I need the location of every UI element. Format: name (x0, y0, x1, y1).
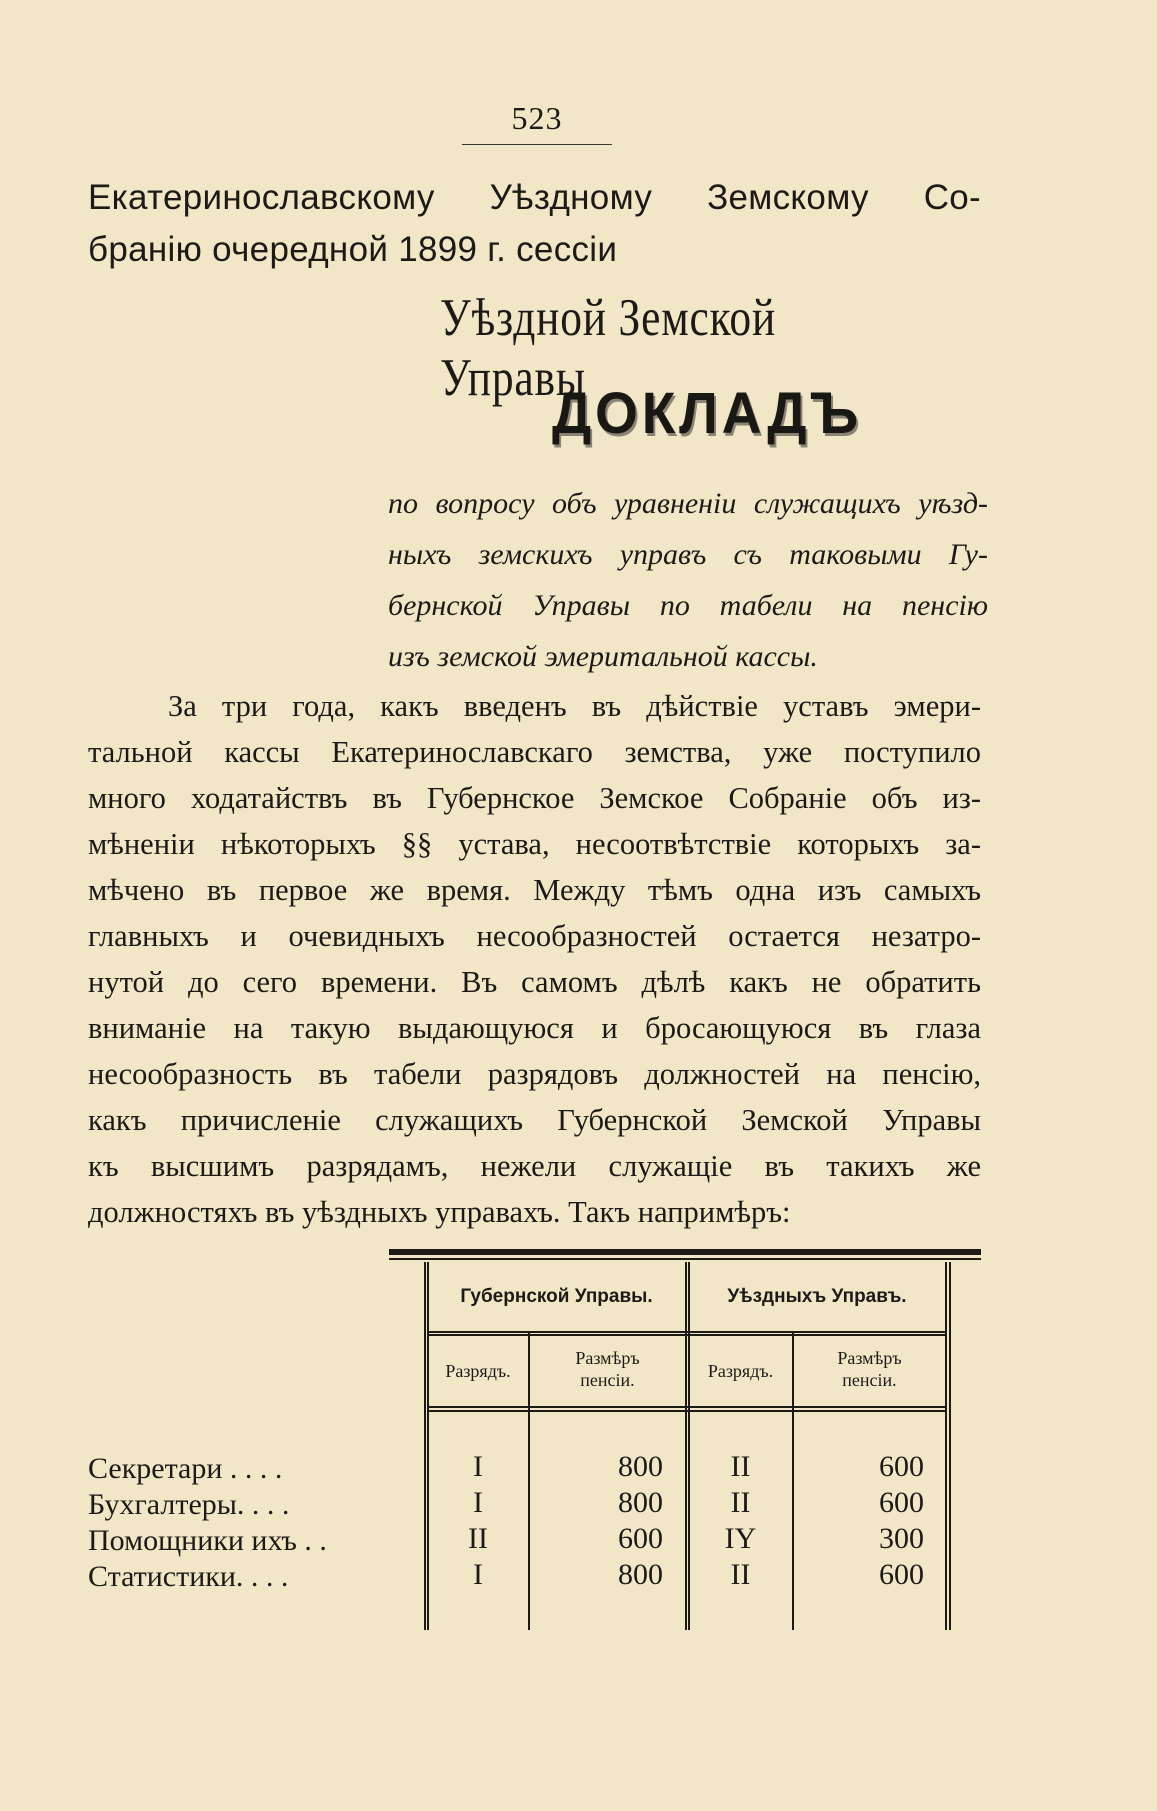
body-line: должностяхъ въ уѣздныхъ управахъ. Такъ напримѣръ: (88, 1195, 791, 1229)
gub-pension-cell: 800 (618, 1486, 663, 1519)
subheader-gub-pension (530, 1347, 685, 1391)
gub-rank-cell: I (473, 1558, 483, 1591)
body-line: мѣчено въ первое же время. Между тѣмъ одна изъ самыхъ (88, 873, 981, 907)
uezd-pension-cell: 300 (879, 1522, 924, 1555)
row-label: Секретари . . . . (88, 1452, 283, 1485)
heading-line: бранію очередной 1899 г. сессіи (88, 230, 618, 269)
subheader-line: Размѣръ (837, 1348, 902, 1368)
body-line: нутой до сего времени. Въ самомъ дѣлѣ какъ не обратить (88, 965, 981, 999)
table-hline (427, 1406, 945, 1408)
body-line: несообразность въ табели разрядовъ должностей на пенсію, (88, 1057, 981, 1091)
group-header-uezdnye: Уѣздныхъ Управъ. (727, 1286, 907, 1307)
document-title: ДОКЛАДЪ (552, 381, 863, 446)
gub-pension-cell: 800 (618, 1450, 663, 1483)
body-paragraph (88, 683, 981, 1235)
row-label: Бухгалтеры. . . . (88, 1488, 290, 1521)
subtitle-line: бернской Управы по табели на пенсію (388, 589, 988, 622)
subheading: Уѣздной Земской Управы (440, 289, 777, 407)
body-line: мѣненіи нѣкоторыхъ §§ устава, несоотвѣтствіе которыхъ за- (88, 827, 981, 861)
gub-pension-cell: 600 (618, 1522, 663, 1555)
subheader-uezd-pension (794, 1347, 945, 1391)
body-line: къ высшимъ разрядамъ, нежели служащіе въ такихъ же (88, 1149, 981, 1183)
gub-rank-cell: I (473, 1450, 483, 1483)
page-number-rule (462, 144, 612, 145)
page-number: 523 (511, 100, 563, 136)
row-label: Помощники ихъ . . (88, 1524, 327, 1557)
gub-pension-cell: 800 (618, 1558, 663, 1591)
table-vline (685, 1262, 687, 1630)
uezd-pension-cell: 600 (879, 1450, 924, 1483)
uezd-rank-cell: IY (724, 1522, 757, 1555)
uezd-rank-cell: II (730, 1558, 751, 1591)
heading-line: Екатеринославскому Уѣздному Земскому Со- (88, 178, 981, 217)
subtitle-line: по вопросу объ уравненіи служащихъ уѣзд- (388, 487, 988, 520)
subtitle-line: изъ земской эмеритальной кассы. (388, 640, 818, 673)
gub-rank-cell: I (473, 1486, 483, 1519)
uezd-rank-cell: II (730, 1486, 751, 1519)
body-line: какъ причисленіе служащихъ Губернской Земской Управы (88, 1103, 981, 1137)
addressee-heading (88, 172, 988, 276)
uezd-rank-cell: II (730, 1450, 751, 1483)
subheader-line: Размѣръ (575, 1348, 640, 1368)
subtitle-line: ныхъ земскихъ управъ съ таковыми Гу- (388, 538, 988, 571)
table-hline (427, 1331, 945, 1333)
table-top-rule (389, 1249, 981, 1255)
table-vline (945, 1262, 947, 1630)
gub-rank-cell: II (468, 1522, 488, 1555)
body-line: тальной кассы Екатеринославскаго земства, уже поступило (88, 735, 981, 769)
subtitle (388, 478, 988, 682)
table-hline (427, 1334, 945, 1336)
table-vline (424, 1262, 426, 1630)
table-hline (427, 1410, 945, 1412)
subheader-gub-rank: Разрядъ. (445, 1361, 511, 1381)
body-line: главныхъ и очевидныхъ несообразностей остается незатро- (88, 919, 981, 953)
uezd-pension-cell: 600 (879, 1558, 924, 1591)
body-line: много ходатайствъ въ Губернское Земское Собраніе объ из- (88, 781, 981, 815)
uezd-pension-cell: 600 (879, 1486, 924, 1519)
body-line: За три года, какъ введенъ въ дѣйствіе уставъ эмери- (168, 689, 981, 723)
subheader-line: пенсіи. (842, 1370, 897, 1390)
row-label: Статистики. . . . (88, 1560, 289, 1593)
group-header-gubernskaya: Губернской Управы. (460, 1286, 653, 1307)
subheader-line: пенсіи. (580, 1370, 635, 1390)
table-top-rule-thin (389, 1258, 981, 1260)
table-vline (949, 1262, 951, 1630)
subheader-uezd-rank: Разрядъ. (707, 1361, 774, 1381)
body-line: вниманіе на такую выдающуюся и бросающуюся въ глаза (88, 1011, 981, 1045)
